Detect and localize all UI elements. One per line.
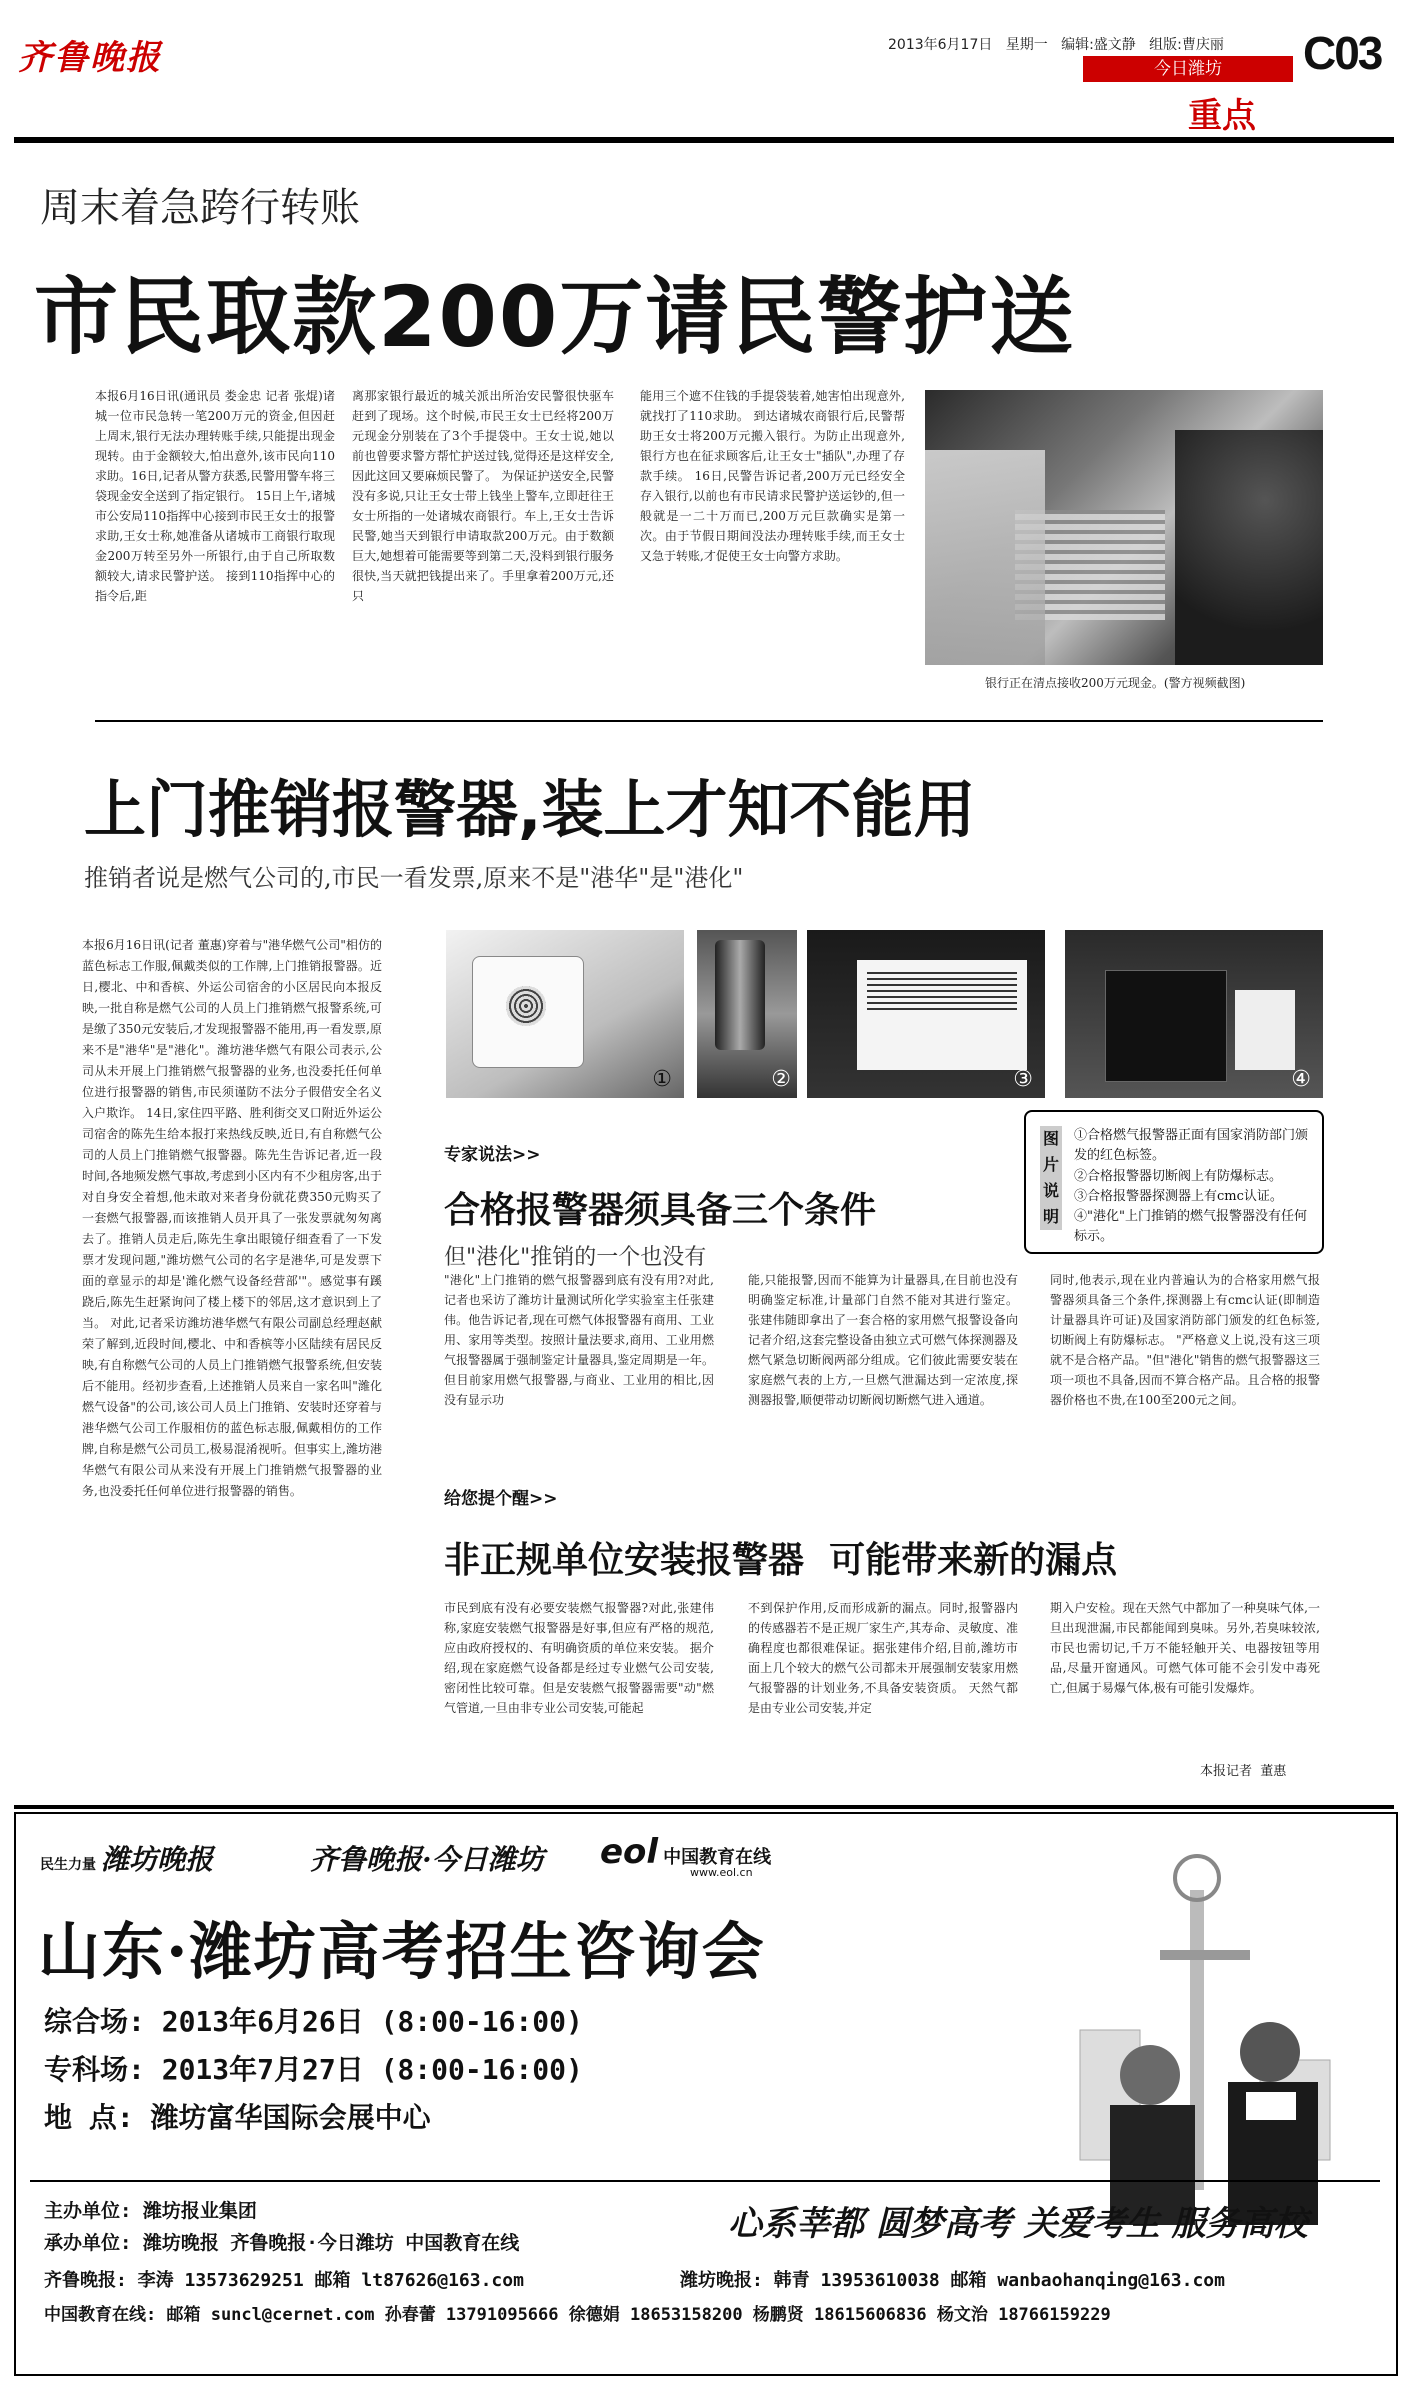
masthead-rule [14,137,1394,143]
story2-headline: 上门推销报警器,装上才知不能用 [84,773,976,846]
story1-column-3: 能用三个遮不住钱的手提袋装着,她害怕出现意外,就找打了110求助。 到达诸城农商银行后,民警帮助王女士将200万元搬入银行。为防止出现意外,银行方也在征求顾客后,让王女士"插队",办理了存款手续。 16日,民警告诉记者,200万元已经安全存入银行,以前也有市民请求民警护送运钞的,但一般就是一二十万而已,200万元巨款确实是第一次。由于节假日期间没法办理转账手续,而王女士又急于转账,才促使王女士向警方求助。 [640,389,905,563]
expert-headline: 合格报警器须具备三个条件 [444,1190,877,1231]
reminder-column-2: 不到保护作用,反而形成新的漏点。同时,报警器内的传感器若不是正规厂家生产,其寿命、灵敏度、准确程度也都很难保证。据张建伟介绍,目前,潍坊市面上几个较大的燃气公司都未开展强制安装家用燃气报警器的计划业务,不具备安装资质。 天然气都是由专业公司安装,并定 [748,1601,1018,1715]
ad-illustration [1040,1830,1380,2225]
ad-logo-3-url: www.eol.cn [690,1866,753,1879]
reminder-byline: 本报记者 董惠 [1200,1764,1287,1779]
reminder-column-3: 期入户安检。现在天然气中都加了一种臭味气体,一旦出现泄漏,市民都能闻到臭味。另外,若臭味较浓,市民也需切记,千万不能轻触开关、电器按钮等用品,尽量开窗通风。可燃气体可能不会引发中毒死亡,但属于易爆气体,极有可能引发爆炸。 [1050,1601,1320,1695]
layout-credit: 组版:曹庆丽 [1149,37,1224,53]
ad-logo-3-mark: eol [600,1832,659,1872]
issue-weekday: 星期一 [1005,37,1048,53]
ad-contact-qilu: 齐鲁晚报: 李涛 13573629251 邮箱 lt87626@163.com [44,2270,524,2291]
editor-credit: 编辑:盛文静 [1061,37,1136,53]
ad-logo-2: 齐鲁晚报·今日潍坊 [310,1843,544,1876]
reminder-headline: 非正规单位安装报警器 可能带来新的漏点 [444,1540,1118,1581]
ad-logo-1-main: 潍坊晚报 [101,1843,214,1876]
ad-contact-eol: 中国教育在线: 邮箱 suncl@cernet.com 孙春蕾 13791095666 徐德娟 18653158200 杨鹏贤 18615606836 杨文治 18766159229 [44,2305,1111,2325]
story2-body: 本报6月16日讯(记者 董惠)穿着与"港华燃气公司"相仿的蓝色标志工作服,佩戴类似的工作牌,上门推销报警器。近日,樱北、中和香槟、外运公司宿舍的小区居民向本报反映,一批自称是燃气公司的人员上门推销燃气报警系统,可是缴了350元安装后,才发现报警器不能用,再一看发票,原来不是"港华"是"港化"。潍坊港华燃气有限公司表示,公司从未开展上门推销燃气报警器的业务,也没委托任何单位进行报警器的销售,市民须谨防不法分子假借安全名义入户欺诈。 14日,家住四平路、胜利街交叉口附近外运公司宿舍的陈先生给本报打来热线反映,近日,有自称燃气公司的人员上门推销燃气报警器。陈先生告诉记者,近一段时间,各地频发燃气事故,考虑到小区内有不少租房客,出于对自身安全着想,他未敢对来者身份就花费350元购买了一套燃气报警器,而该推销人员开具了一张发票就匆匆离去了。推销人员走后,陈先生拿出眼镜仔细查看了一下发票才发现问题,"潍坊燃气公司的名字是港华,可是发票下面的章显示的却是'潍化燃气设备经营部'"。感觉事有蹊跷后,陈先生赶紧询问了楼上楼下的邻居,这才意识到上了当。 对此,记者采访潍坊港华燃气有限公司副总经理赵献荣了解到,近段时间,樱北、中和香槟等小区陆续有居民反映,有自称燃气公司的人员上门推销燃气报警系统,但安装后不能用。经初步查看,上述推销人员来自一家名叫"潍化燃气设备"的公司,该公司人员上门推销、安装时还穿着与港华燃气公司工作服相仿的蓝色标志服,佩戴相仿的工作牌,自称是燃气公司员工,极易混淆视听。但事实上,潍坊港华燃气有限公司从来没有开展上门推销燃气报警器的业务,也没委托任何单位进行报警器的销售。 [82,938,382,1498]
photo-number-3: ③ [1013,1067,1033,1092]
ad-slogan: 心系莘都 圆梦高考 关爱考生 服务高校 [728,2204,1308,2244]
ad-logo-1 [40,1838,213,1878]
ad-title: 山东·潍坊高考招生咨询会 [38,1915,766,1988]
ad-co-organizer: 承办单位: 潍坊晚报 齐鲁晚报·今日潍坊 中国教育在线 [44,2232,520,2254]
story1-divider [95,720,1323,722]
photo-note-3: ③合格报警器探测器上有cmc认证。 [1074,1189,1283,1204]
ad-logo-3 [600,1832,771,1879]
expert-subhead: 但"港化"推销的一个也没有 [444,1245,707,1270]
ad-logo-3-name: 中国教育在线 [663,1847,772,1868]
detector-front-photo [446,930,684,1098]
photo-note-1: ①合格燃气报警器正面有国家消防部门颁发的红色标签。 [1074,1128,1309,1163]
reminder-tag: 给您提个醒>> [444,1489,558,1509]
ad-schedule-general: 综合场: 2013年6月26日 (8:00-16:00) [44,2005,583,2038]
cash-photo-caption: 银行正在清点接收200万元现金。(警方视频截图) [985,676,1246,690]
expert-tag: 专家说法>> [444,1145,541,1165]
expert-column-2: 能,只能报警,因而不能算为计量器具,在目前也没有明确鉴定标准,计量部门自然不能对其进行鉴定。 张建伟随即拿出了一套合格的家用燃气报警设备向记者介绍,这套完整设备由独立式可燃气体探测器及燃气紧急切断阀两部分组成。它们彼此需要安装在家庭燃气表的上方,一旦燃气泄漏达到一定浓度,探测器报警,顺便带动切断阀切断燃气进入通道。 [748,1273,1018,1407]
photo-number-2: ② [771,1067,791,1092]
masthead-date-line [888,34,1224,54]
reminder-column-1: 市民到底有没有必要安装燃气报警器?对此,张建伟称,家庭安装燃气报警器是好事,但应有严格的规范,应由政府授权的、有明确资质的单位来安装。 据介绍,现在家庭燃气设备都是经过专业燃气公司安装,密闭性比较可靠。但是安装燃气报警器需要"动"燃气管道,一旦由非专业公司安装,可能起 [444,1601,714,1715]
section-badge: 今日潍坊 [1083,56,1293,82]
expert-column-1: "港化"上门推销的燃气报警器到底有没有用?对此,记者也采访了潍坊计量测试所化学实验室主任张建伟。他告诉记者,现在可燃气体报警器有商用、工业用、家用等类型。按照计量法要求,商用、工业用燃气报警器属于强制鉴定计量器具,鉴定周期是一年。 但目前家用燃气报警器,与商业、工业用的相比,因没有显示功 [444,1273,714,1407]
photo-number-1: ① [652,1067,672,1092]
ad-inner-rule [30,2180,1380,2182]
tower-and-students-graphic [1040,1830,1380,2225]
photo-note-2: ②合格报警器切断阀上有防爆标志。 [1074,1169,1283,1184]
ad-contact-weifang: 潍坊晚报: 韩青 13953610038 邮箱 wanbaohanqing@163.com [680,2270,1225,2291]
story2-subhead: 推销者说是燃气公司的,市民一看发票,原来不是"港华"是"港化" [84,864,744,892]
detector-label-photo [807,930,1045,1098]
shutoff-valve-photo [697,930,797,1098]
section-sub: 重点 [1188,96,1256,136]
story1-kicker: 周末着急跨行转账 [40,185,360,231]
ad-venue: 地 点: 潍坊富华国际会展中心 [44,2101,431,2134]
photo-notes-box [1024,1110,1324,1254]
ad-organizer: 主办单位: 潍坊报业集团 [44,2200,257,2222]
story1-column-1: 本报6月16日讯(通讯员 娄金忠 记者 张焜)诸城一位市民急转一笔200万元的资金,但因赶上周末,银行无法办理转账手续,只能提出现金现转。由于金额较大,怕出意外,该市民向110求助。16日,记者从警方获悉,民警用警车将三袋现金安全送到了指定银行。 15日上午,诸城市公安局110指挥中心接到市民王女士的报警求助,王女士称,她准备从诸城市工商银行取现金200万转至另外一所银行,由于自己所取数额较大,请求民警护送。 接到110指挥中心的指令后,距 [95,389,335,603]
story1-column-2: 离那家银行最近的城关派出所治安民警很快驱车赶到了现场。这个时候,市民王女士已经将200万元现金分别装在了3个手提袋中。王女士说,她以前也曾要求警方帮忙护送过钱,觉得还是这样安全,因此这回又要麻烦民警了。 为保证护送安全,民警没有多说,只让王女士带上钱坐上警车,立即赶往王女士所指的一处诸城农商银行。车上,王女士告诉民警,她当天到银行申请取款200万元。由于数额巨大,她想着可能需要等到第二天,没料到银行服务很快,当天就把钱提出来了。手里拿着200万元,还只 [352,389,614,603]
issue-date: 2013年6月17日 [888,37,993,53]
page-number: C03 [1303,27,1382,79]
expert-column-3: 同时,他表示,现在业内普遍认为的合格家用燃气报警器须具备三个条件,探测器上有cmc认证(即制造计量器具许可证)及国家消防部门颁发的红色标签,切断阀上有防爆标志。 "严格意义上说,没有这三项就不是合格产品。"但"港化"销售的燃气报警器这三项一项也不具备,因而不算合格产品。且合格的报警器价格也不贵,在100至200元之间。 [1050,1273,1320,1407]
ad-top-rule [14,1805,1394,1809]
photo-number-4: ④ [1291,1067,1311,1092]
photo-notes-label: 图片说明 [1040,1126,1062,1230]
fake-detector-photo [1065,930,1323,1098]
ad-logo-1-small: 民生力量 [40,1857,96,1873]
photo-note-4: ④"港化"上门推销的燃气报警器没有任何标示。 [1074,1209,1307,1244]
story1-headline: 市民取款200万请民警护送 [34,268,1076,366]
ad-schedule-vocational: 专科场: 2013年7月27日 (8:00-16:00) [44,2053,583,2086]
cash-counting-photo [925,390,1323,665]
masthead-logo: 齐鲁晚报 [18,38,162,78]
